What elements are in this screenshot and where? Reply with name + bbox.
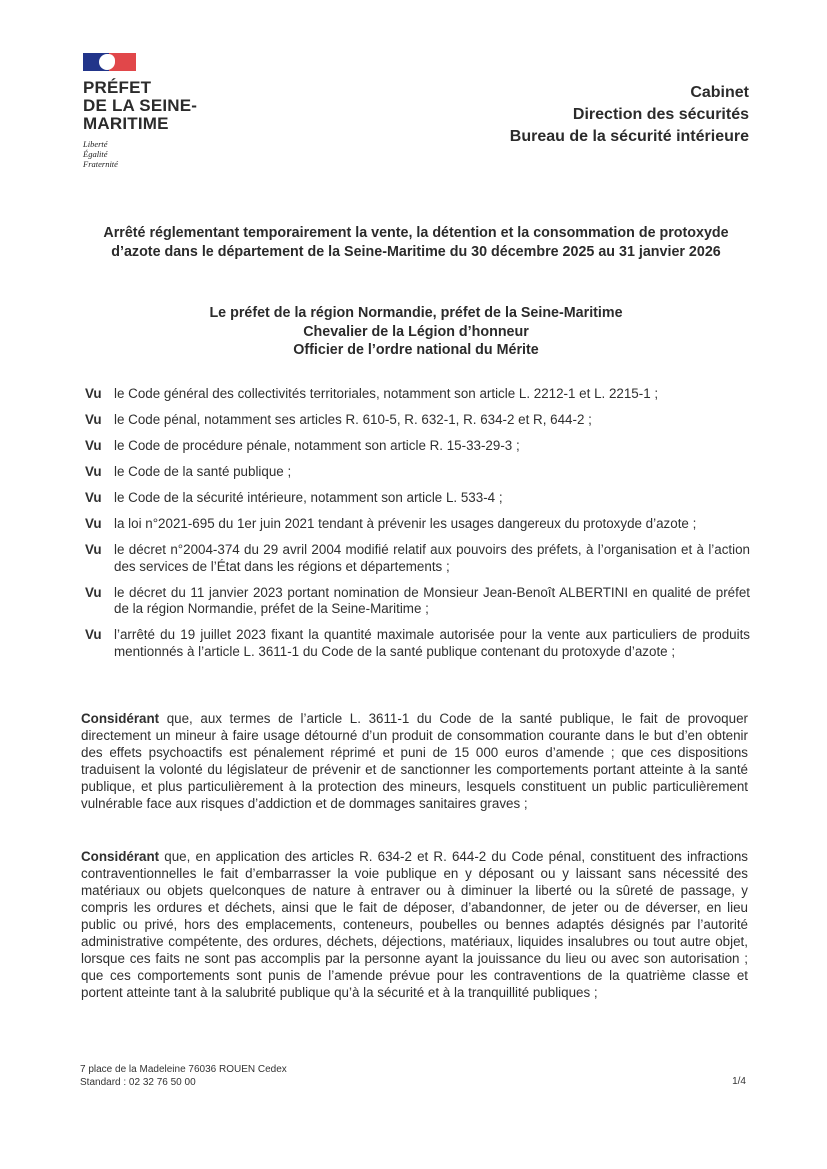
logo-title-line: PRÉFET bbox=[83, 78, 152, 97]
prefect-title-line: Officier de l’ordre national du Mérite bbox=[293, 342, 539, 358]
vu-item bbox=[85, 464, 750, 481]
motto-line: Fraternité bbox=[83, 159, 118, 169]
issuing-department bbox=[510, 82, 749, 148]
vu-text: le Code de la santé publique ; bbox=[114, 464, 292, 479]
vu-text: le Code pénal, notamment ses articles R. 610-5, R. 632-1, R. 634-2 et R, 644-2 ; bbox=[114, 412, 592, 427]
vu-text: le Code de procédure pénale, notamment son article R. 15-33-29-3 ; bbox=[114, 438, 520, 453]
considerant-paragraph bbox=[81, 848, 748, 1001]
vu-item bbox=[85, 412, 750, 429]
vu-text: l’arrêté du 19 juillet 2023 fixant la quantité maximale autorisée pour la vente aux particuliers de produits mentionnés à l’article L. 3611-1 du Code de la santé publique contenant du protoxyde d’azote ; bbox=[114, 627, 750, 659]
vu-item bbox=[85, 585, 750, 618]
prefect-title-line: Chevalier de la Légion d’honneur bbox=[303, 323, 529, 340]
vu-label: Vu bbox=[85, 490, 102, 505]
vu-text: le décret n°2004-374 du 29 avril 2004 modifié relatif aux pouvoirs des préfets, à l’organisation et à l’action des services de l’État dans les régions et départements ; bbox=[114, 542, 750, 574]
department-line: Direction des sécurités bbox=[572, 106, 749, 123]
vu-text: le décret du 11 janvier 2023 portant nomination de Monsieur Jean-Benoît ALBERTINI en qualité de préfet de la région Normandie, préfet de la Seine-Maritime ; bbox=[114, 584, 750, 616]
vu-item bbox=[85, 386, 750, 403]
vu-item bbox=[85, 490, 750, 507]
department-line: Cabinet bbox=[690, 84, 749, 101]
footer-phone: Standard : 02 32 76 50 00 bbox=[80, 1077, 196, 1088]
prefecture-logo bbox=[83, 53, 223, 169]
vu-text: la loi n°2021-695 du 1er juin 2021 tendant à prévenir les usages dangereux du protoxyde d’azote ; bbox=[114, 516, 697, 531]
page-number: 1/4 bbox=[732, 1076, 746, 1087]
logo-title bbox=[83, 79, 223, 133]
motto-line: Liberté bbox=[83, 139, 108, 149]
prefect-title-line: Le préfet de la région Normandie, préfet de la Seine-Maritime bbox=[209, 305, 623, 321]
vu-item bbox=[85, 627, 750, 660]
vu-text: le Code général des collectivités territoriales, notamment son article L. 2212-1 et L. 2215-1 ; bbox=[114, 386, 659, 401]
vu-label: Vu bbox=[85, 516, 102, 531]
vu-list bbox=[85, 386, 750, 670]
footer-address: 7 place de la Madeleine 76036 ROUEN Cedex bbox=[80, 1064, 287, 1075]
logo-title-line: MARITIME bbox=[83, 114, 169, 133]
vu-label: Vu bbox=[85, 542, 102, 557]
vu-item bbox=[85, 516, 750, 533]
considerant-label: Considérant bbox=[81, 711, 160, 726]
vu-label: Vu bbox=[85, 584, 102, 600]
considerant-text: que, en application des articles R. 634-2 et R. 644-2 du Code pénal, constituent des infractions contraventionnelles le fait d’embarrasser la voie publique en y déposant ou y laissant sans nécessité des matériaux ou objets quelconques de nature à entraver ou à diminuer la liberté ou la sûreté de passage, y compris les ordures et déchets, ainsi que le fait de déposer, d’abandonner, de jeter ou de déverser, en lieu public ou privé, hors des emplacements, conteneurs, poubelles ou bennes adaptés désignés par l’autorité administrative compétente, des ordures, déchets, déjections, matériaux, liquides insalubres ou tout autre objet, lorsque ces faits ne sont pas accomplis par la personne ayant la jouissance du lieu ou avec son autorisation ; que ces comportements sont punis de l’amende prévue pour les contraventions de la quatrième classe et portent atteinte tant à la salubrité publique qu’à la sécurité et à la tranquillité publiques ; bbox=[81, 849, 748, 1000]
department-line: Bureau de la sécurité intérieure bbox=[509, 128, 749, 145]
republic-motto bbox=[83, 139, 223, 169]
vu-label: Vu bbox=[85, 438, 102, 453]
vu-item bbox=[85, 542, 750, 575]
logo-title-line: DE LA SEINE- bbox=[83, 96, 198, 115]
motto-line: Égalité bbox=[83, 149, 108, 159]
considerant-paragraph bbox=[81, 710, 748, 812]
prefect-titles bbox=[85, 304, 747, 360]
document-title: Arrêté réglementant temporairement la vente, la détention et la consommation de protoxyde d’azote dans le département de la Seine-Maritime du 30 décembre 2025 au 31 janvier 2026 bbox=[103, 225, 729, 260]
vu-label: Vu bbox=[85, 386, 102, 401]
considerant-text: que, aux termes de l’article L. 3611-1 du Code de la santé publique, le fait de provoquer directement un mineur à faire usage détourné d’un produit de consommation courante dans le but d’en obtenir des effets psychoactifs est pénalement réprimé et puni de 15 000 euros d’amende ; que ces dispositions traduisent la volonté du législateur de prévenir et de sanctionner les comportements portant atteinte à la santé publique, et plus particulièrement à la protection des mineurs, lesquels constituent un public particulièrement vulnérable face aux risques d’addiction et de dommages sanitaires graves ; bbox=[81, 711, 748, 811]
footer-contact bbox=[80, 1063, 287, 1089]
vu-label: Vu bbox=[85, 412, 102, 427]
vu-label: Vu bbox=[85, 627, 102, 642]
considerant-label: Considérant bbox=[81, 849, 160, 864]
vu-label: Vu bbox=[85, 464, 102, 479]
marianne-flag-icon bbox=[83, 53, 136, 71]
vu-item bbox=[85, 438, 750, 455]
vu-text: le Code de la sécurité intérieure, notamment son article L. 533-4 ; bbox=[114, 490, 503, 505]
